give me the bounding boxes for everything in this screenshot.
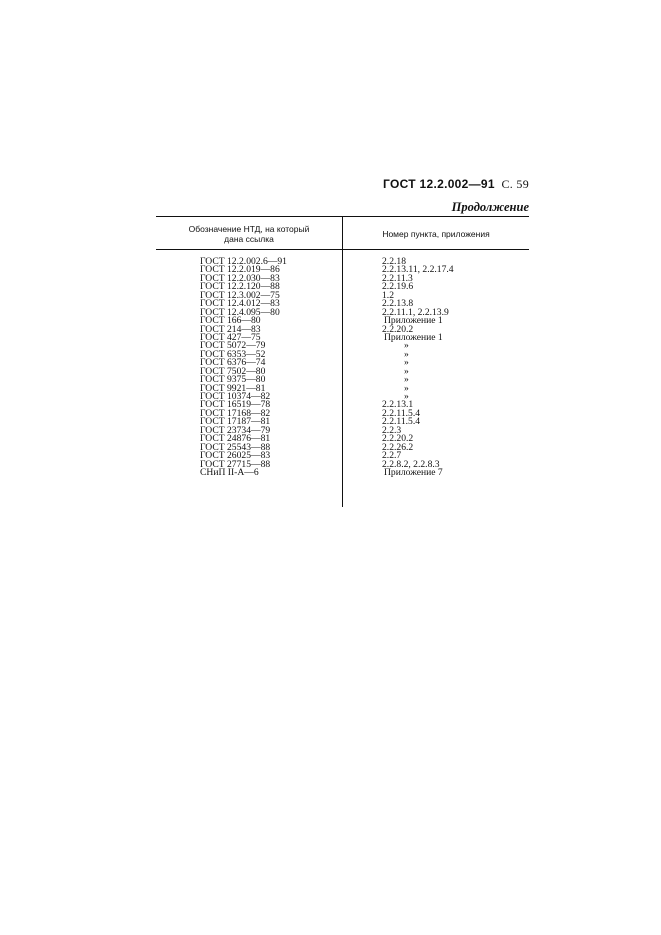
item-cell: Приложение 1: [384, 315, 443, 327]
table-body: [156, 258, 529, 477]
reference-cell: ГОСТ 24876—81: [200, 433, 271, 445]
reference-cell: ГОСТ 9921—81: [200, 382, 266, 394]
column-header-reference-line2: дана ссылка: [224, 234, 274, 244]
item-cell: 2.2.11.5.4: [382, 416, 421, 428]
item-cell: 2.2.13.8: [382, 298, 414, 310]
item-cell: »: [404, 357, 409, 369]
column-header-item: Номер пункта, приложения: [382, 229, 490, 239]
item-cell: »: [404, 374, 409, 386]
reference-cell: ГОСТ 17168—82: [200, 407, 271, 419]
reference-table: [156, 216, 529, 507]
item-cell: »: [404, 340, 409, 352]
item-cell: 2.2.11.3: [382, 272, 413, 284]
reference-cell: ГОСТ 17187—81: [200, 416, 271, 428]
continuation-label: Продолжение: [451, 200, 529, 214]
item-cell: 2.2.20.2: [382, 433, 414, 445]
item-cell: 2.2.13.1: [382, 399, 414, 411]
item-cell: 2.2.7: [382, 450, 402, 462]
item-cell: 2.2.3: [382, 424, 402, 436]
column-header-reference-line1: Обозначение НТД, на который: [188, 224, 310, 234]
reference-cell: ГОСТ 23734—79: [200, 424, 271, 436]
reference-cell: ГОСТ 26025—83: [200, 450, 271, 462]
reference-cell: ГОСТ 12.2.002.6—91: [200, 256, 287, 267]
item-cell: 2.2.20.2: [382, 323, 414, 335]
reference-cell: ГОСТ 6376—74: [200, 357, 266, 369]
item-cell: 2.2.18: [382, 256, 406, 267]
item-cell: 2.2.13.11, 2.2.17.4: [382, 264, 454, 276]
table-row: [156, 466, 529, 478]
page-header: [383, 177, 529, 192]
reference-cell: ГОСТ 12.2.019—86: [200, 264, 280, 276]
item-cell: 2.2.19.6: [382, 281, 414, 293]
reference-cell: ГОСТ 166—80: [200, 315, 261, 327]
reference-cell: ГОСТ 5072—79: [200, 340, 266, 352]
reference-cell: ГОСТ 7502—80: [200, 365, 266, 377]
reference-cell: ГОСТ 427—75: [200, 331, 261, 343]
column-header-reference: [156, 224, 342, 244]
reference-cell: ГОСТ 12.4.012—83: [200, 298, 280, 310]
item-cell: 2.2.11.5.4: [382, 407, 421, 419]
item-cell: »: [404, 348, 409, 360]
reference-cell: ГОСТ 6353—52: [200, 348, 266, 360]
reference-cell: ГОСТ 12.2.030—83: [200, 272, 280, 284]
item-cell: »: [404, 391, 409, 402]
item-cell: 2.2.8.2, 2.2.8.3: [382, 458, 440, 470]
reference-cell: ГОСТ 9375—80: [200, 374, 266, 386]
standard-designation: ГОСТ 12.2.002—91: [383, 177, 495, 191]
reference-cell: СНиП II-А—6: [200, 466, 259, 478]
item-cell: »: [404, 365, 409, 377]
reference-cell: ГОСТ 12.4.095—80: [200, 306, 280, 318]
item-cell: Приложение 1: [384, 331, 443, 343]
reference-cell: ГОСТ 12.2.120—88: [200, 281, 280, 293]
reference-cell: ГОСТ 16519—78: [200, 399, 271, 411]
page-number: С. 59: [501, 177, 529, 191]
reference-cell: ГОСТ 12.3.002—75: [200, 289, 280, 301]
reference-cell: ГОСТ 10374—82: [200, 391, 271, 402]
item-cell: 2.2.26.2: [382, 441, 414, 453]
item-cell: »: [404, 382, 409, 394]
reference-cell: ГОСТ 27715—88: [200, 458, 271, 470]
item-cell: Приложение 7: [384, 466, 443, 478]
reference-cell: ГОСТ 214—83: [200, 323, 261, 335]
reference-cell: ГОСТ 25543—88: [200, 441, 271, 453]
item-cell: 1.2: [382, 289, 394, 301]
item-cell: 2.2.11.1, 2.2.13.9: [382, 306, 449, 318]
